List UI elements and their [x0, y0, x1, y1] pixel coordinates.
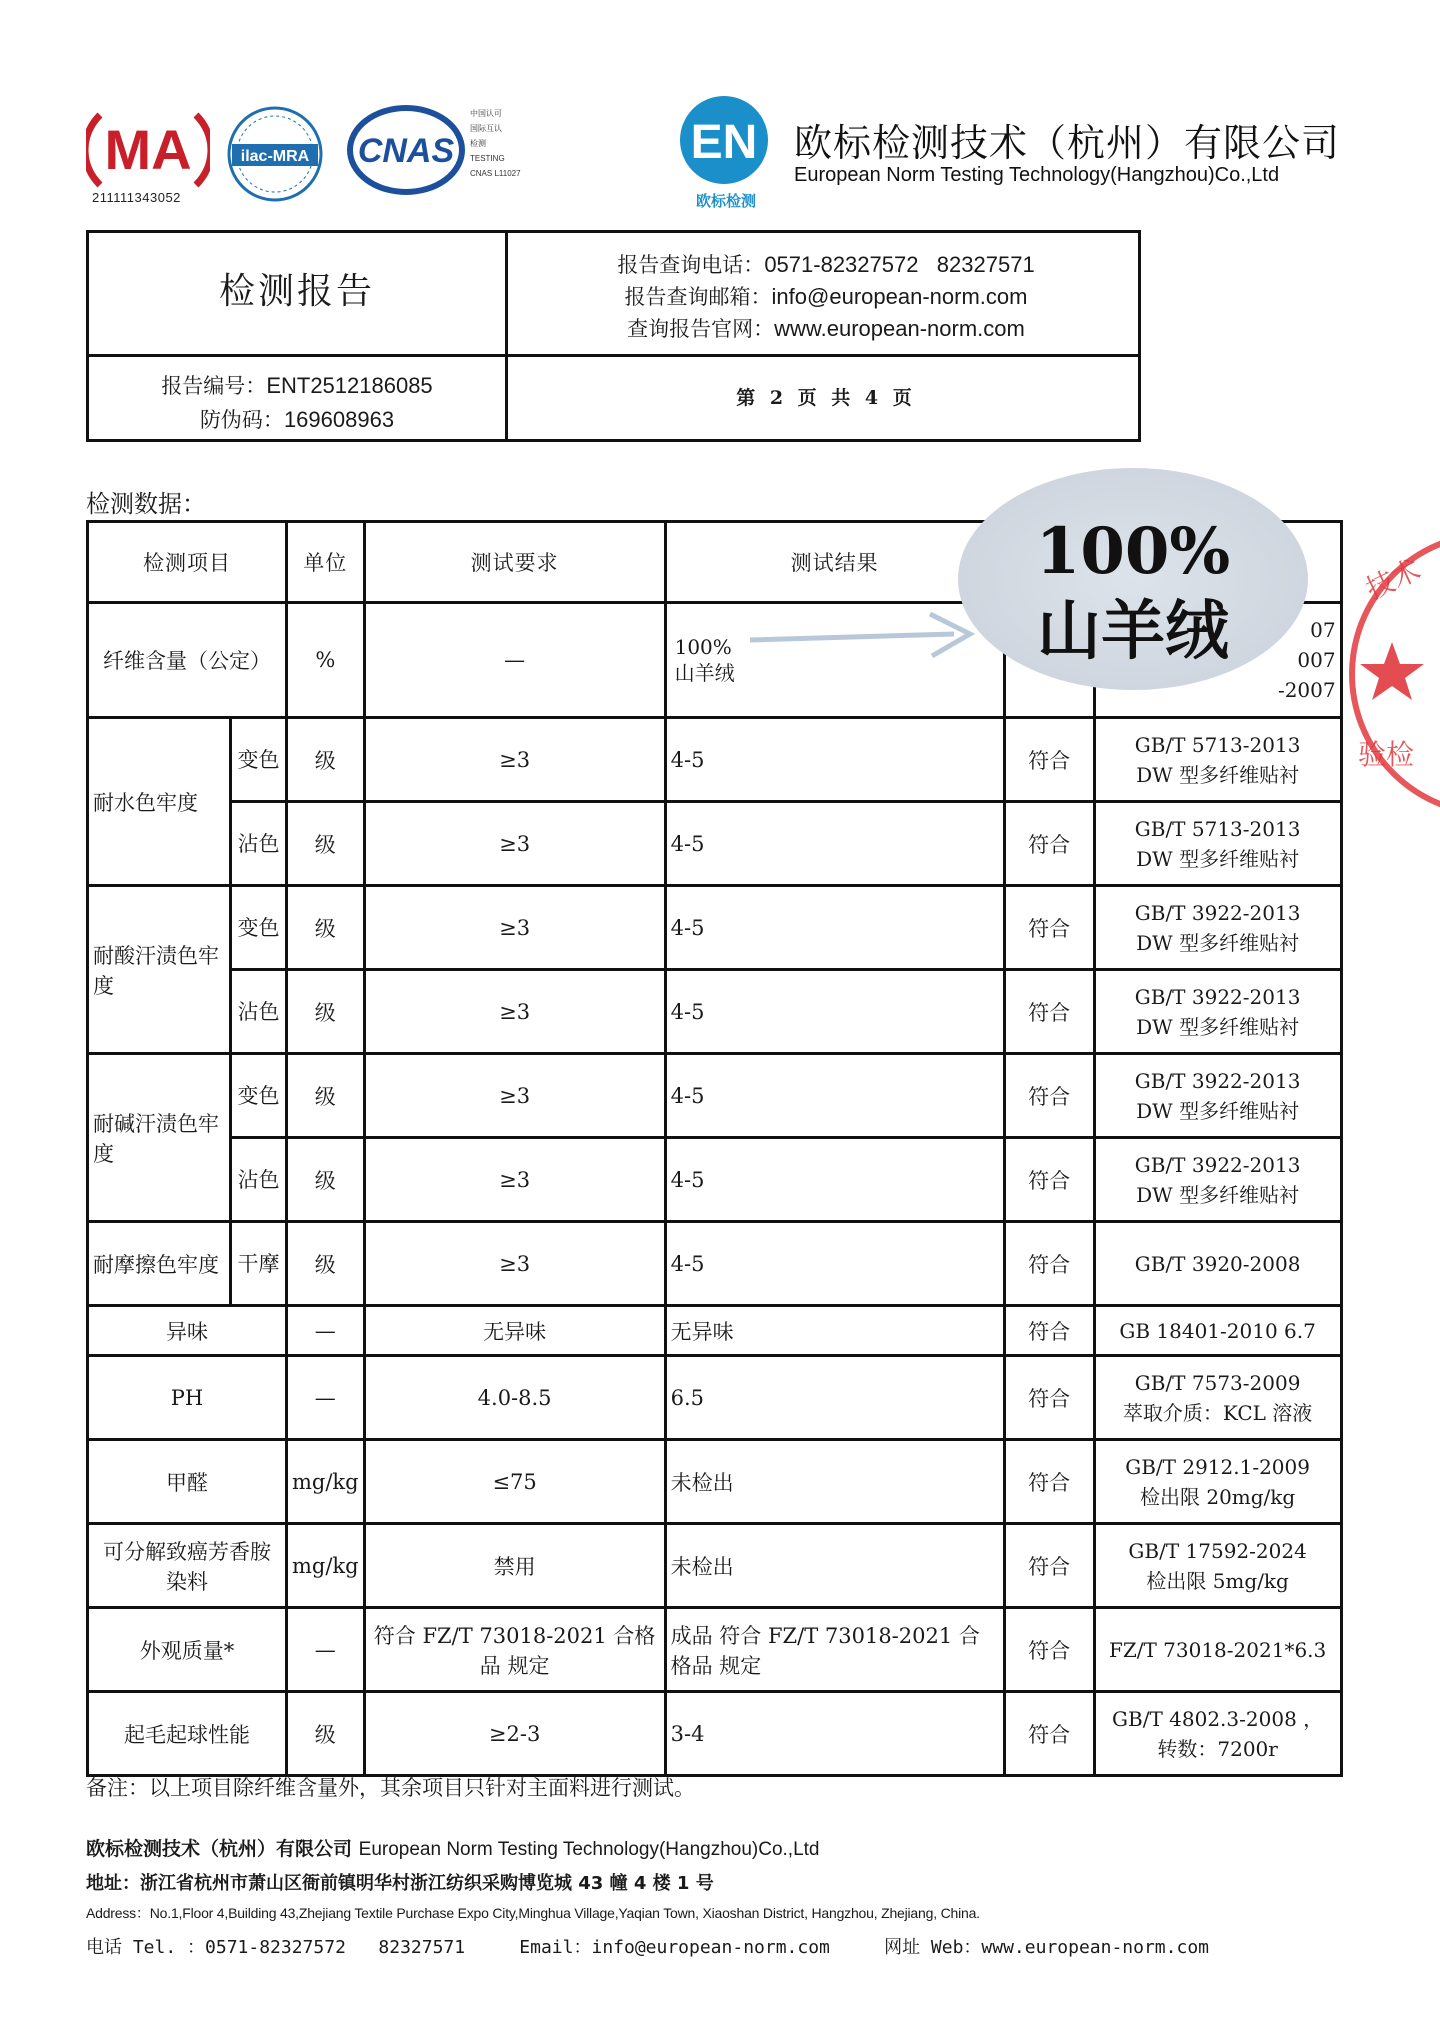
- header-item: 检测项目: [88, 522, 287, 603]
- verdict-cell: 符合: [1004, 1054, 1094, 1138]
- verdict-cell: 符合: [1004, 802, 1094, 886]
- company-name-en: European Norm Testing Technology(Hangzhou)Co.,Ltd: [794, 164, 1280, 186]
- unit-cell: 级: [287, 1054, 365, 1138]
- standard-line: GB/T 17592-2024: [1128, 1538, 1307, 1563]
- verdict-cell: 符合: [1004, 1356, 1094, 1440]
- unit-cell: mg/kg: [287, 1440, 365, 1524]
- standard-cell: [1094, 886, 1341, 970]
- section-title: 检测数据：: [86, 490, 206, 518]
- verdict-cell: 符合: [1004, 1138, 1094, 1222]
- result-cell: 未检出: [665, 1524, 1004, 1608]
- table-row: [88, 802, 1342, 886]
- verdict-cell: 符合: [1004, 1608, 1094, 1692]
- sub-item-cell: 变色: [231, 1054, 287, 1138]
- requirement-cell: ≥3: [364, 886, 665, 970]
- footer-company-en: European Norm Testing Technology(Hangzhou)Co.,Ltd: [358, 1839, 820, 1860]
- table-row: [88, 1692, 1342, 1776]
- standard-cell: GB/T 3920-2008: [1094, 1222, 1341, 1306]
- item-cell: 耐碱汗渍色牢度: [88, 1054, 231, 1222]
- cnas-caption-line: TESTING: [470, 154, 505, 163]
- table-row: [88, 1222, 1342, 1306]
- requirement-cell: 符合 FZ/T 73018-2021 合格品 规定: [364, 1608, 665, 1692]
- en-logo-text: EN: [690, 116, 758, 169]
- item-cell: 外观质量*: [88, 1608, 287, 1692]
- en-logo-subtitle: 欧标检测: [695, 192, 756, 210]
- result-cell: 成品 符合 FZ/T 73018-2021 合格品 规定: [665, 1608, 1004, 1692]
- footer-address-en: Address：No.1,Floor 4,Building 43,Zhejiang Textile Purchase Expo City,Minghua Village,Yaqian Town, Xiaoshan District, Hangzhou, Zhejiang, China.: [86, 1905, 980, 1921]
- verdict-cell: 符合: [1004, 1440, 1094, 1524]
- unit-cell: mg/kg: [287, 1524, 365, 1608]
- standard-line: 检出限 20mg/kg: [1139, 1484, 1296, 1509]
- callout-line: 100%: [1035, 514, 1231, 589]
- footer-address-cn: 地址：浙江省杭州市萧山区衙前镇明华村浙江纺织采购博览城 43 幢 4 楼 1 号: [86, 1873, 714, 1894]
- remark-note: 备注：以上项目除纤维含量外，其余项目只针对主面料进行测试。: [86, 1776, 695, 1800]
- standard-cell: [1094, 1692, 1341, 1776]
- cma-logo: [86, 105, 210, 195]
- cnas-caption: [470, 106, 521, 181]
- unit-cell: —: [287, 1306, 365, 1356]
- sub-item-cell: 变色: [231, 886, 287, 970]
- standard-line: DW 型多纤维贴衬: [1136, 930, 1300, 955]
- standard-line: 检出限 5mg/kg: [1146, 1568, 1289, 1593]
- result-cell: 4-5: [665, 886, 1004, 970]
- item-cell: 起毛起球性能: [88, 1692, 287, 1776]
- requirement-cell: ≤75: [364, 1440, 665, 1524]
- unit-cell: 级: [287, 802, 365, 886]
- page-number: 第 2 页 共 4 页: [736, 387, 916, 409]
- item-cell: 异味: [88, 1306, 287, 1356]
- standard-line: GB/T 3922-2013: [1134, 1152, 1301, 1177]
- requirement-cell: ≥3: [364, 1054, 665, 1138]
- cnas-logo-text: CNAS: [357, 132, 455, 170]
- standard-line: 07: [1310, 618, 1336, 642]
- official-seal-stamp: [1342, 524, 1440, 824]
- result-cell: 4-5: [665, 1222, 1004, 1306]
- requirement-cell: ≥3: [364, 1138, 665, 1222]
- security-code-label: 防伪码：: [199, 408, 284, 432]
- item-cell: 耐摩擦色牢度: [88, 1222, 231, 1306]
- callout-line: 山羊绒: [1037, 594, 1229, 669]
- callout-arrow-icon: [744, 604, 984, 664]
- requirement-cell: 4.0-8.5: [364, 1356, 665, 1440]
- requirement-cell: ≥3: [364, 970, 665, 1054]
- email-label: 报告查询邮箱：: [624, 285, 772, 309]
- verdict-cell: 符合: [1004, 1524, 1094, 1608]
- requirement-cell: ≥3: [364, 802, 665, 886]
- unit-cell: —: [287, 1356, 365, 1440]
- standard-line: GB/T 3922-2013: [1134, 900, 1301, 925]
- result-cell: 4-5: [665, 1054, 1004, 1138]
- test-data-table: [86, 520, 1343, 1777]
- cnas-caption-line: 检测: [470, 139, 486, 148]
- email-link[interactable]: info@european-norm.com: [771, 284, 1028, 309]
- standard-cell: [1094, 1524, 1341, 1608]
- report-header-box: [86, 230, 1141, 442]
- standard-line: 转数：7200r: [1157, 1736, 1278, 1761]
- standard-line: GB 18401-2010 6.7: [1119, 1318, 1316, 1343]
- item-cell: 甲醛: [88, 1440, 287, 1524]
- requirement-cell: —: [364, 603, 665, 718]
- standard-line: DW 型多纤维贴衬: [1136, 846, 1300, 871]
- sub-item-cell: 沾色: [231, 970, 287, 1054]
- sub-item-cell: 变色: [231, 718, 287, 802]
- result-cell: 4-5: [665, 718, 1004, 802]
- standard-line: DW 型多纤维贴衬: [1136, 762, 1300, 787]
- report-title: 检测报告: [218, 271, 375, 312]
- table-row: [88, 1440, 1342, 1524]
- requirement-cell: ≥3: [364, 1222, 665, 1306]
- standard-cell: [1094, 718, 1341, 802]
- table-row: [88, 1356, 1342, 1440]
- standard-line: GB/T 7573-2009: [1134, 1370, 1301, 1395]
- highlight-callout-text: [958, 512, 1308, 672]
- standard-line: FZ/T 73018-2021*6.3: [1108, 1637, 1327, 1662]
- cnas-logo: [346, 104, 466, 196]
- standard-cell: [1094, 1306, 1341, 1356]
- sub-item-cell: 干摩: [231, 1222, 287, 1306]
- result-cell: 100% 山羊绒: [665, 603, 1004, 718]
- phone-number: 0571-82327572 82327571: [764, 252, 1035, 277]
- ilac-mra-logo: [224, 100, 326, 208]
- verdict-cell: 符合: [1004, 1692, 1094, 1776]
- phone-label: 报告查询电话：: [617, 253, 765, 277]
- unit-cell: 级: [287, 1692, 365, 1776]
- header-result: 测试结果: [665, 522, 1004, 603]
- ilac-logo-text: ilac-MRA: [240, 148, 310, 165]
- item-cell: 耐水色牢度: [88, 718, 231, 886]
- standard-cell: [1094, 1440, 1341, 1524]
- standard-line: GB/T 3922-2013: [1134, 1068, 1301, 1093]
- verdict-cell: 符合: [1004, 718, 1094, 802]
- table-row: [88, 718, 1342, 802]
- verdict-cell: 符合: [1004, 1306, 1094, 1356]
- sub-item-cell: 沾色: [231, 1138, 287, 1222]
- unit-cell: 级: [287, 718, 365, 802]
- fastness-rows: [88, 718, 1342, 1306]
- report-number-label: 报告编号：: [161, 374, 267, 398]
- standard-cell: [1094, 1608, 1341, 1692]
- report-identifiers: [89, 369, 505, 437]
- standard-cell: [1094, 1138, 1341, 1222]
- footer: [86, 1834, 1376, 1959]
- standard-line: GB/T 4802.3-2008 ，: [1112, 1706, 1324, 1731]
- table-row: [88, 1138, 1342, 1222]
- table-row: [88, 970, 1342, 1054]
- result-cell: 未检出: [665, 1440, 1004, 1524]
- header-requirement: 测试要求: [364, 522, 665, 603]
- stamp-text: 技术: [1360, 552, 1426, 607]
- verdict-cell: 符合: [1004, 1222, 1094, 1306]
- standard-line: 萃取介质：KCL 溶液: [1122, 1400, 1313, 1425]
- security-code: 169608963: [283, 407, 395, 432]
- standard-line: 007: [1297, 648, 1336, 672]
- unit-cell: %: [287, 603, 365, 718]
- header-unit: 单位: [287, 522, 365, 603]
- footer-contact: 电话 Tel. ：0571-82327572 82327571 Email：info@european-norm.com 网址 Web：www.european-norm.com: [86, 1937, 1209, 1958]
- cnas-caption-line: 国际互认: [470, 124, 502, 133]
- requirement-cell: ≥2-3: [364, 1692, 665, 1776]
- requirement-cell: 无异味: [364, 1306, 665, 1356]
- requirement-cell: ≥3: [364, 718, 665, 802]
- cma-logo-text: MA: [104, 118, 192, 181]
- sub-item-cell: 沾色: [231, 802, 287, 886]
- standard-line: GB/T 2912.1-2009: [1125, 1454, 1310, 1479]
- report-contact: [508, 249, 1144, 345]
- standard-line: GB/T 5713-2013: [1134, 732, 1301, 757]
- standard-cell: [1094, 1054, 1341, 1138]
- divider: [89, 354, 1138, 357]
- website-label: 查询报告官网：: [627, 317, 775, 341]
- en-logo: [676, 90, 772, 198]
- item-cell: 纤维含量（公定）: [88, 603, 287, 718]
- table-row: [88, 1608, 1342, 1692]
- standard-line: DW 型多纤维贴衬: [1136, 1014, 1300, 1039]
- item-cell: 可分解致癌芳香胺染料: [88, 1524, 287, 1608]
- standard-line: -2007: [1277, 678, 1336, 702]
- result-cell: 4-5: [665, 970, 1004, 1054]
- result-cell: 4-5: [665, 1138, 1004, 1222]
- result-cell: 4-5: [665, 802, 1004, 886]
- report-number: ENT2512186085: [266, 373, 433, 398]
- requirement-cell: 禁用: [364, 1524, 665, 1608]
- standard-line: DW 型多纤维贴衬: [1136, 1098, 1300, 1123]
- table-row: [88, 1306, 1342, 1356]
- unit-cell: 级: [287, 970, 365, 1054]
- standard-cell: [1094, 1356, 1341, 1440]
- standard-cell: [1094, 802, 1341, 886]
- unit-cell: 级: [287, 1222, 365, 1306]
- item-cell: PH: [88, 1356, 287, 1440]
- standard-line: GB/T 5713-2013: [1134, 816, 1301, 841]
- unit-cell: 级: [287, 1138, 365, 1222]
- cma-number: 211111343052: [92, 190, 181, 205]
- table-row: [88, 1524, 1342, 1608]
- result-cell: 无异味: [665, 1306, 1004, 1356]
- result-cell: 3-4: [665, 1692, 1004, 1776]
- table-row: [88, 886, 1342, 970]
- footer-company-cn: 欧标检测技术（杭州）有限公司: [86, 1838, 353, 1860]
- verdict-cell: 符合: [1004, 970, 1094, 1054]
- table-row: [88, 1054, 1342, 1138]
- standard-line: GB/T 3922-2013: [1134, 984, 1301, 1009]
- verdict-cell: 符合: [1004, 886, 1094, 970]
- simple-rows: [88, 1306, 1342, 1776]
- cnas-caption-line: 中国认可: [470, 109, 502, 118]
- unit-cell: 级: [287, 886, 365, 970]
- stamp-text: 验检: [1358, 738, 1415, 771]
- website-link[interactable]: www.european-norm.com: [774, 316, 1025, 341]
- standard-cell: [1094, 970, 1341, 1054]
- unit-cell: —: [287, 1608, 365, 1692]
- cnas-caption-line: CNAS L11027: [470, 169, 521, 178]
- result-cell: 6.5: [665, 1356, 1004, 1440]
- item-cell: 耐酸汗渍色牢度: [88, 886, 231, 1054]
- standard-line: DW 型多纤维贴衬: [1136, 1182, 1300, 1207]
- company-name-cn: 欧标检测技术（杭州）有限公司: [794, 121, 1341, 165]
